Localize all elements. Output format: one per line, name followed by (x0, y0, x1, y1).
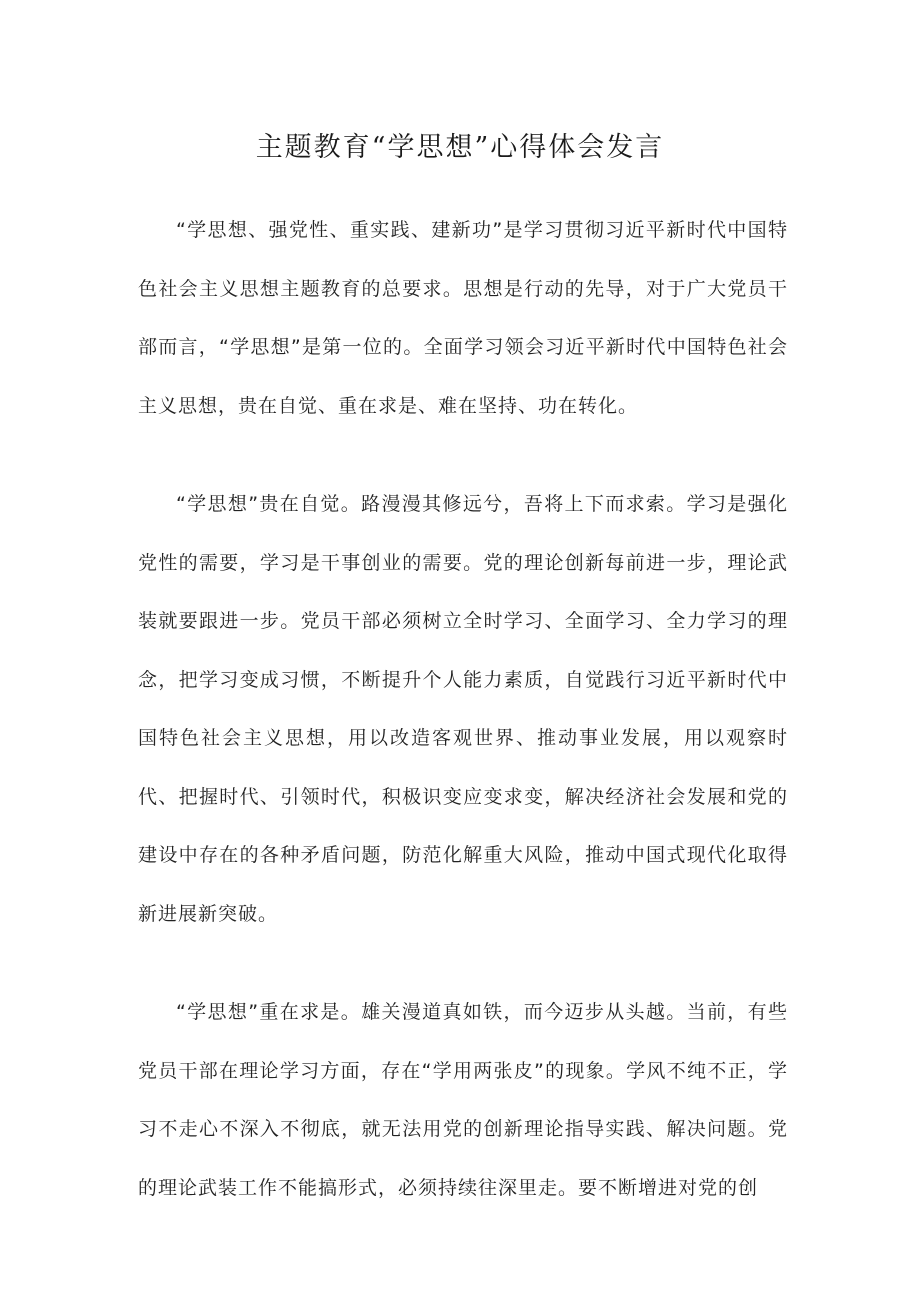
document-title: 主题教育“学思想”心得体会发言 (255, 132, 665, 163)
paragraph-1: “学思想、强党性、重实践、建新功”是学习贯彻习近平新时代中国特色社会主义思想主题教育的总要求。思想是行动的先导，对于广大党员干部而言，“学思想”是第一位的。全面学习领会习近平新时代中国特色社会主义思想，贵在自觉、重在求是、难在坚持、功在转化。 (138, 219, 788, 417)
paragraph-2: “学思想”贵在自觉。路漫漫其修远兮，吾将上下而求索。学习是强化党性的需要，学习是干事创业的需要。党的理论创新每前进一步，理论武装就要跟进一步。党员干部必须树立全时学习、全面学习、全力学习的理念，把学习变成习惯，不断提升个人能力素质，自觉践行习近平新时代中国特色社会主义思想，用以改造客观世界、推动事业发展，用以观察时代、把握时代、引领时代，积极识变应变求变，解决经济社会发展和党的建设中存在的各种矛盾问题，防范化解重大风险，推动中国式现代化取得新进展新突破。 (138, 493, 788, 925)
document-body (138, 201, 788, 1217)
paragraph-3: “学思想”重在求是。雄关漫道真如铁，而今迈步从头越。当前，有些党员干部在理论学习方面，存在“学用两张皮”的现象。学风不纯不正，学习不走心不深入不彻底，就无法用党的创新理论指导实践、解决问题。党的理论武装工作不能搞形式，必须持续往深里走。要不断增进对党的创 (138, 1001, 788, 1199)
